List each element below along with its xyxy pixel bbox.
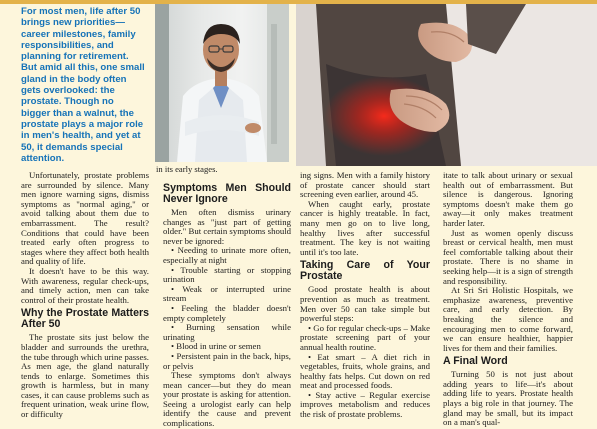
article-column-2 bbox=[163, 180, 291, 429]
symptom-bullet: • Burning sensation while urinating bbox=[163, 322, 291, 342]
abdominal-pain-photo bbox=[296, 4, 597, 166]
intro-line: in men's health, and yet at bbox=[21, 130, 141, 142]
doctor-photo bbox=[155, 4, 289, 162]
intro-line: 50, it demands special bbox=[21, 141, 123, 153]
intro-line: planning for retirement. bbox=[21, 51, 129, 63]
intro-line: prostate plays a major role bbox=[21, 118, 144, 130]
care-bullet: • Stay active – Regular exercise improves metabolism and reduces the risk of prostate problems. bbox=[300, 389, 430, 420]
symptom-bullet: • Persistent pain in the back, hips, or pelvis bbox=[163, 350, 291, 371]
paragraph: These symptoms don't always mean cancer—but they do mean your prostate is asking for attention. Seeing a urologist early can help identify the cause and prevent complications. bbox=[163, 370, 291, 429]
paragraph: itate to talk about urinary or sexual health out of embarrassment. But silence is dangerous. Ignoring symptoms doesn't make them go away—it only makes treatment harder later. bbox=[443, 170, 573, 228]
care-bullet: • Eat smart – A diet rich in vegetables, fruits, whole grains, and healthy fats helps. Cut down on red meat and processed foods. bbox=[300, 351, 430, 391]
symptom-bullet: • Blood in urine or semen bbox=[171, 341, 261, 352]
paragraph: Good prostate health is about prevention as much as treatment. Men over 50 can take simple but powerful steps: bbox=[300, 284, 430, 324]
article-column-3 bbox=[300, 171, 430, 420]
intro-line: gets overlooked: the bbox=[21, 85, 115, 97]
intro-line: attention. bbox=[21, 152, 65, 164]
paragraph: The prostate sits just below the bladder and surrounds the urethra, the tube through which urine passes. As men age, the gland naturally tends to enlarge. Sometimes this growth is harmless, but in many cases, it can cause problems such as frequent urination, weak urine flow, or difficulty bbox=[21, 332, 149, 420]
paragraph: It doesn't have to be this way. With awareness, regular check-ups, and timely action, men can take control of their prostate health. bbox=[21, 265, 149, 305]
paragraph: Men often dismiss urinary changes as "just part of getting older." But certain symptoms should never be ignored: bbox=[163, 207, 291, 246]
intro-line: But amid all this, one small bbox=[21, 62, 145, 74]
intro-line: career milestones, family bbox=[21, 28, 136, 40]
paragraph: Just as women openly discuss breast or cervical health, men must feel comfortable talking about their prostate. There is no shame in seeking help—it is a sign of strength and responsibility. bbox=[443, 227, 573, 286]
section-heading: Symptoms Men Should Never Ignore bbox=[163, 182, 291, 205]
intro-line: responsibilities, and bbox=[21, 39, 114, 51]
symptom-bullet: • Needing to urinate more often, especially at night bbox=[163, 245, 291, 265]
photo-caption: in its early stages. bbox=[156, 164, 218, 174]
paragraph: When caught early, prostate cancer is highly treatable. In fact, many men go on to live long, healthy lives after successful treatment. The key is not waiting until it's too late. bbox=[300, 198, 430, 257]
intro-blurb bbox=[0, 4, 150, 162]
intro-line: For most men, life after 50 bbox=[21, 6, 141, 17]
intro-line: gland in the body often bbox=[21, 73, 127, 85]
article-column-4 bbox=[443, 171, 573, 428]
paragraph: At Sri Sri Holistic Hospitals, we emphasize awareness, preventive care, and early detection. By breaking the silence and encouraging men to come forward, we can ensure healthier, happier lives for them and their families. bbox=[443, 285, 573, 353]
article-column-1 bbox=[21, 171, 149, 420]
symptom-bullet: • Weak or interrupted urine stream bbox=[163, 283, 291, 304]
section-heading: Why the Prostate Matters After 50 bbox=[21, 307, 149, 331]
paragraph: Unfortunately, prostate problems are surrounded by silence. Many men ignore warning signs, dismiss symptoms as "normal aging," or avoid talking about them due to embarrassment. The result? Conditions that could have been treated early often progress to stages where they affect both health and quality of life. bbox=[21, 170, 149, 267]
section-heading: A Final Word bbox=[443, 355, 508, 368]
intro-line: prostate. Though no bbox=[21, 96, 114, 108]
section-heading: Taking Care of Your Prostate bbox=[300, 259, 430, 283]
intro-line: brings new priorities— bbox=[21, 17, 125, 29]
paragraph: Turning 50 is not just about adding years to life—it's about adding life to years. Prostate health plays a big role in that journey. The gland may be small, but its impact on a man's qual- bbox=[443, 369, 573, 428]
paragraph: ing signs. Men with a family history of prostate cancer should start screening even earlier, around 45. bbox=[300, 170, 430, 200]
care-bullet: • Go for regular check-ups – Make prostate screening part of your annual health routine. bbox=[300, 322, 430, 352]
symptom-bullet: • Trouble starting or stopping urination bbox=[163, 264, 291, 285]
symptom-bullet: • Feeling the bladder doesn't empty completely bbox=[163, 302, 291, 323]
intro-line: bigger than a walnut, the bbox=[21, 107, 134, 119]
